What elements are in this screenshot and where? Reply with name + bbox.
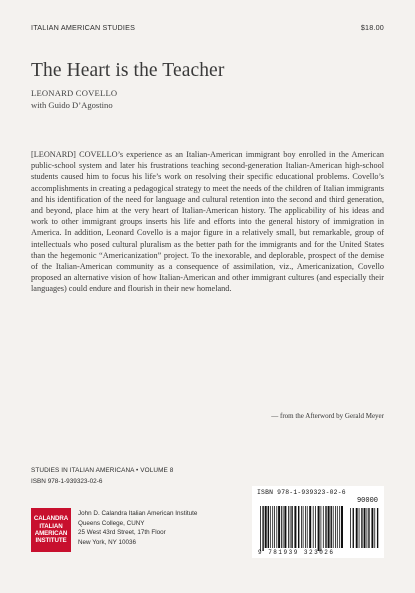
barcode-bar	[262, 506, 263, 551]
barcode-bar	[268, 506, 269, 548]
barcode-bar	[278, 506, 280, 548]
barcode-addon-bar	[367, 508, 368, 548]
series-category-label: ITALIAN AMERICAN STUDIES	[31, 23, 136, 32]
barcode-bar	[276, 506, 277, 548]
coauthor-name: with Guido D’Agostino	[31, 100, 113, 110]
barcode-bar	[281, 506, 282, 548]
barcode-bar	[313, 506, 314, 548]
barcode-bar	[318, 506, 320, 551]
barcode-addon-bar	[364, 508, 366, 548]
blurb-text: [LEONARD] COVELLO’s experience as an Italian-American immigrant boy enrolled in the American public-school system and later his frustrations teaching second-generation Italian-American high-school students caused him to focus his life’s work on resolving their specific educational problems. Covello’s accomplishments in creating a pedagogical strategy to meet the needs of the children of Italian immigrants and his identification of the need for language and cultural retention into the second and third generation, and beyond, place him at the very heart of Italian-American history. The applicability of his ideas and work to other immigrant groups inserts his life and efforts into the general history of immigration in America. In addition, Leonard Covello is a major figure in a relatively small, but remarkable, group of intellectuals who posed cultural pluralism as the better path for the immigrants and for the United States than the hegemonic “Americanization” project. To the inexorable, and deplorable, prospect of the demise of the Italian-American community as a consequence of assimilation, viz., Americanization, Covello proposed an alternative vision of how Italian-American and other immigrant cultures (and especially their languages) could endure and flourish in their new homeland.	[31, 150, 384, 294]
barcode-digits: 9 781939 323026	[258, 549, 335, 556]
barcode-bar	[337, 506, 338, 548]
barcode-addon-bar	[374, 508, 375, 548]
logo-line: INSTITUTE	[35, 537, 67, 545]
barcode-panel	[252, 486, 384, 558]
calandra-logo	[31, 508, 71, 552]
barcode-bar	[294, 506, 296, 548]
barcode-addon-bar	[361, 508, 362, 548]
barcode-bar	[272, 506, 273, 548]
barcode-addon-bar	[371, 508, 373, 548]
barcode-bar	[333, 506, 334, 548]
barcode-bar	[284, 506, 286, 548]
barcode-bar	[341, 506, 343, 548]
barcode-bar	[309, 506, 311, 548]
barcode-bar	[325, 506, 326, 548]
top-bar	[31, 23, 384, 32]
logo-line: ITALIAN	[39, 522, 63, 530]
barcode-bar	[315, 506, 316, 548]
barcode-bar	[323, 506, 324, 548]
barcode-isbn-label: ISBN 978-1-939323-02-6	[257, 489, 346, 496]
barcode-bar	[270, 506, 271, 548]
barcode-bar	[265, 506, 267, 548]
barcode-bar	[260, 506, 261, 551]
barcode-bar	[291, 506, 292, 548]
barcode-bar	[331, 506, 332, 548]
barcode-addon-bar	[350, 508, 351, 548]
barcode-bar	[301, 506, 302, 548]
barcode-bar	[298, 506, 299, 548]
series-volume: STUDIES IN ITALIAN AMERICANA • VOLUME 8	[31, 467, 174, 474]
publisher-address	[78, 509, 197, 547]
blurb-attribution: — from the Afterword by Gerald Meyer	[271, 412, 384, 420]
barcode-bar	[307, 506, 308, 548]
barcode-addon-bar	[356, 508, 358, 548]
address-line: New York, NY 10036	[78, 538, 136, 546]
price-label: $18.00	[360, 23, 384, 32]
barcode-bar	[328, 506, 330, 548]
barcode-bar	[305, 506, 306, 548]
isbn-text: ISBN 978-1-939323-02-6	[31, 478, 103, 485]
address-line: 25 West 43rd Street, 17th Floor	[78, 529, 166, 537]
barcode-bar	[321, 506, 322, 551]
logo-line: CALANDRA	[33, 515, 69, 523]
barcode-bar	[335, 506, 336, 548]
barcode-addon-bar	[377, 508, 378, 548]
barcode-bar	[274, 506, 275, 548]
barcode-bar	[283, 506, 284, 548]
barcode-addon-bar	[353, 508, 354, 548]
barcode-bar	[303, 506, 304, 548]
barcode-addon-bar	[368, 508, 369, 548]
logo-line: AMERICAN	[34, 530, 68, 537]
barcode-bar	[339, 506, 340, 548]
book-title: The Heart is the Teacher	[31, 60, 225, 81]
address-line: Queens College, CUNY	[78, 519, 145, 527]
barcode-bars	[252, 486, 384, 558]
barcode-bar	[288, 506, 289, 548]
barcode-price-code: 90000	[356, 497, 378, 505]
barcode-addon-bar	[359, 508, 360, 548]
address-line: John D. Calandra Italian American Institute	[78, 510, 198, 517]
author-name: LEONARD COVELLO	[31, 88, 118, 98]
barcode-bar	[290, 506, 291, 548]
